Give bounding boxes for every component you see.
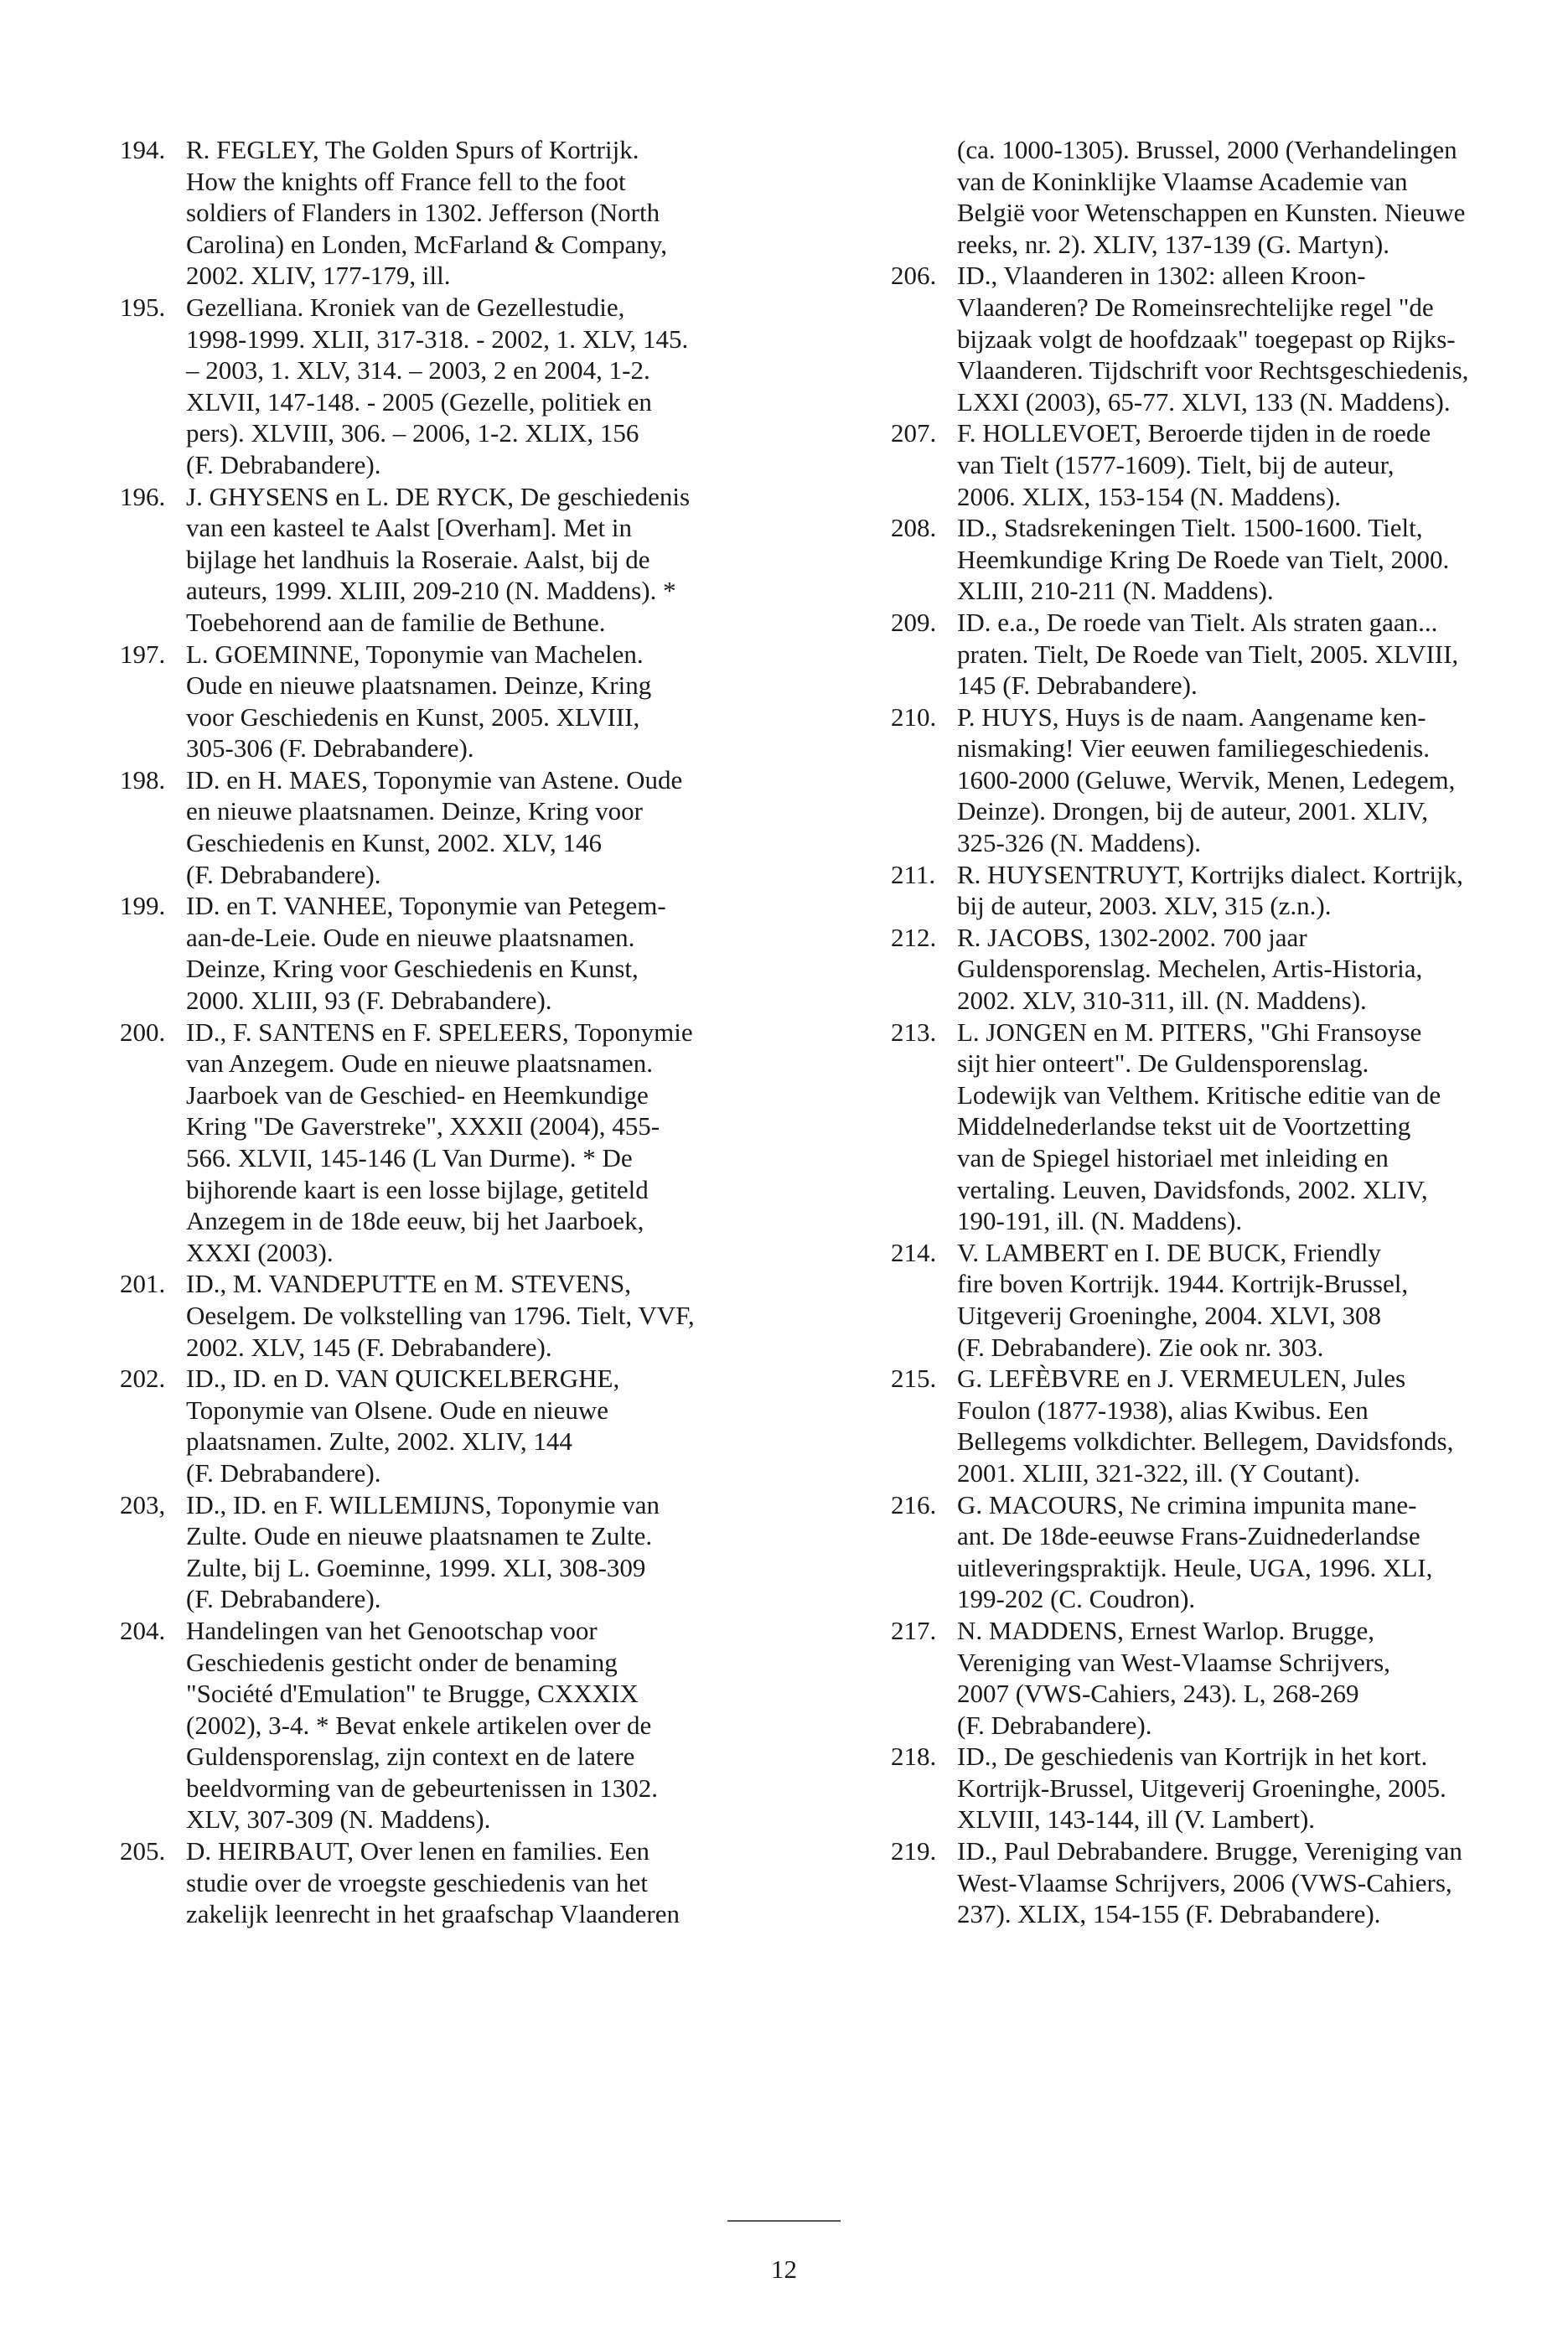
bibliography-entry-continued <box>891 134 1545 260</box>
entry-text: L. JONGEN en M. PITERS, "Ghi Fransoyse sijt hier onteert". De Guldensporenslag. Lodewijk van Velthem. Kritische editie van de Middelnederlandse tekst uit de Voortzetting van de Spiegel historiael met inleiding en vertaling. Leuven, Davidsfonds, 2002. XLIV, 190-191, ill. (N. Maddens). <box>957 1017 1441 1236</box>
left-column <box>120 134 774 1930</box>
bibliography-entry <box>120 1363 774 1488</box>
bibliography-entry <box>891 1017 1545 1237</box>
entry-number: 213. <box>891 1017 937 1047</box>
entry-text: ID., M. VANDEPUTTE en M. STEVENS, Oeselgem. De volkstelling van 1796. Tielt, VVF, 2002. XLV, 145 (F. Debrabandere). <box>186 1269 695 1362</box>
entry-text: ID., F. SANTENS en F. SPELEERS, Toponymie van Anzegem. Oude en nieuwe plaatsnamen. Jaarboek van de Geschied- en Heemkundige Kring "De Gaverstreke", XXXII (2004), 455- 566. XLVII, 145-146 (L Van Durme). * De bijhorende kaart is een losse bijlage, getiteld Anzegem in de 18de eeuw, bij het Jaarboek, XXXI (2003). <box>186 1017 693 1267</box>
entry-number: 198. <box>120 764 166 795</box>
bibliography-entry <box>891 859 1545 922</box>
entry-text: L. GOEMINNE, Toponymie van Machelen. Oude en nieuwe plaatsnamen. Deinze, Kring voor Geschiedenis en Kunst, 2005. XLVIII, 305-306 (F. Debrabandere). <box>186 639 652 763</box>
bibliography-entry <box>891 1835 1545 1930</box>
entry-number: 209. <box>891 607 937 637</box>
entry-text: ID. en H. MAES, Toponymie van Astene. Oude en nieuwe plaatsnamen. Deinze, Kring voor Geschiedenis en Kunst, 2002. XLV, 146 (F. Debrabandere). <box>186 764 683 889</box>
bibliography-entry <box>891 512 1545 607</box>
footer-rule <box>727 2220 841 2222</box>
bibliography-entry <box>120 1017 774 1269</box>
entry-number: 218. <box>891 1742 937 1772</box>
bibliography-entry <box>120 764 774 890</box>
entry-text: ID., Stadsrekeningen Tielt. 1500-1600. Tielt, Heemkundige Kring De Roede van Tielt, 2000. XLIII, 210-211 (N. Maddens). <box>957 513 1450 606</box>
entry-number: 215. <box>891 1364 937 1394</box>
entry-number: 216. <box>891 1489 937 1519</box>
entry-text: G. LEFÈBVRE en J. VERMEULEN, Jules Foulon (1877-1938), alias Kwibus. Een Bellegems volkdichter. Bellegem, Davidsfonds, 2001. XLIII, 321-322, ill. (Y Coutant). <box>957 1364 1454 1488</box>
entry-text: F. HOLLEVOET, Beroerde tijden in de roede van Tielt (1577-1609). Tielt, bij de auteur, 2006. XLIX, 153-154 (N. Maddens). <box>957 418 1431 511</box>
bibliography-entry <box>891 1237 1545 1363</box>
page-number: 12 <box>771 2254 797 2284</box>
bibliography-entry <box>120 1615 774 1835</box>
bibliography-entry <box>120 890 774 1016</box>
entry-text: ID. en T. VANHEE, Toponymie van Petegem- aan-de-Leie. Oude en nieuwe plaatsnamen. Deinze, Kring voor Geschiedenis en Kunst, 2000. XLIII, 93 (F. Debrabandere). <box>186 891 666 1016</box>
entry-text: ID., Paul Debrabandere. Brugge, Vereniging van West-Vlaamse Schrijvers, 2006 (VWS-Cahiers, 237). XLIX, 154-155 (F. Debrabandere). <box>957 1836 1462 1929</box>
entry-text: J. GHYSENS en L. DE RYCK, De geschiedenis van een kasteel te Aalst [Overham]. Met in bijlage het landhuis la Roseraie. Aalst, bij de auteurs, 1999. XLIII, 209-210 (N. Maddens). * Toebehorend aan de familie de Bethune. <box>186 481 691 637</box>
entry-number: 211. <box>891 859 936 889</box>
bibliography-entry <box>891 1615 1545 1741</box>
entry-number: 208. <box>891 513 937 543</box>
entry-text: Gezelliana. Kroniek van de Gezellestudie, 1998-1999. XLII, 317-318. - 2002, 1. XLV, 145. – 2003, 1. XLV, 314. – 2003, 2 en 2004, 1-2. XLVII, 147-148. - 2005 (Gezelle, politiek en pers). XLVIII, 306. – 2006, 1-2. XLIX, 156 (F. Debrabandere). <box>186 292 689 479</box>
entry-number: 214. <box>891 1237 937 1267</box>
entry-text: ID., De geschiedenis van Kortrijk in het kort. Kortrijk-Brussel, Uitgeverij Groeninghe, 2005. XLVIII, 143-144, ill (V. Lambert). <box>957 1742 1446 1835</box>
bibliography-entry <box>891 417 1545 512</box>
entry-number: 195. <box>120 292 166 322</box>
bibliography-entry <box>891 607 1545 701</box>
entry-text: ID., Vlaanderen in 1302: alleen Kroon- Vlaanderen? De Romeinsrechtelijke regel "de bijzaak volgt de hoofdzaak" toegepast op Rijks- Vlaanderen. Tijdschrift voor Rechtsgeschiedenis, LXXI (2003), 65-77. XLVI, 133 (N. Maddens). <box>957 261 1469 417</box>
entry-number: 199. <box>120 891 166 921</box>
entry-number: 202. <box>120 1364 166 1394</box>
entry-number: 200. <box>120 1017 166 1047</box>
entry-text: D. HEIRBAUT, Over lenen en families. Een studie over de vroegste geschiedenis van het zakelijk leenrecht in het graafschap Vlaanderen <box>186 1836 680 1929</box>
entry-number: 210. <box>891 701 937 732</box>
bibliography-entry <box>120 1489 774 1615</box>
bibliography-entry <box>120 134 774 292</box>
entry-number: 197. <box>120 639 166 669</box>
bibliography-entry <box>120 292 774 481</box>
right-column <box>891 134 1545 1930</box>
entry-number: 219. <box>891 1836 937 1866</box>
bibliography-entry <box>891 701 1545 859</box>
entry-text: ID., ID. en F. WILLEMIJNS, Toponymie van Zulte. Oude en nieuwe plaatsnamen te Zulte. Zulte, bij L. Goeminne, 1999. XLI, 308-309 (F. Debrabandere). <box>186 1489 660 1614</box>
entry-number: 212. <box>891 922 937 952</box>
entry-text: R. FEGLEY, The Golden Spurs of Kortrijk. How the knights off France fell to the foot soldiers of Flanders in 1302. Jefferson (North Carolina) en Londen, McFarland & Company, 2002. XLIV, 177-179, ill. <box>186 135 667 291</box>
entry-text: ID., ID. en D. VAN QUICKELBERGHE, Toponymie van Olsene. Oude en nieuwe plaatsnamen. Zulte, 2002. XLIV, 144 (F. Debrabandere). <box>186 1364 620 1488</box>
entry-text: Handelingen van het Genootschap voor Geschiedenis gesticht onder de benaming "Société d'Emulation" te Brugge, CXXXIX (2002), 3-4. * Bevat enkele artikelen over de Guldensporenslag, zijn context en de latere beeldvorming van de gebeurtenissen in 1302. XLV, 307-309 (N. Maddens). <box>186 1615 659 1835</box>
entry-text: R. JACOBS, 1302-2002. 700 jaar Guldensporenslag. Mechelen, Artis-Historia, 2002. XLV, 310-311, ill. (N. Maddens). <box>957 922 1423 1016</box>
bibliography-entry <box>120 1268 774 1363</box>
bibliography-entry <box>120 1835 774 1930</box>
entry-number: 204. <box>120 1615 166 1645</box>
entry-number: 194. <box>120 135 166 164</box>
entry-text: R. HUYSENTRUYT, Kortrijks dialect. Kortrijk, bij de auteur, 2003. XLV, 315 (z.n.). <box>957 859 1463 921</box>
entry-number: 217. <box>891 1615 937 1645</box>
bibliography-entry <box>891 1363 1545 1488</box>
entry-number: 201. <box>120 1269 166 1299</box>
bibliography-entry <box>891 1489 1545 1615</box>
entry-text: N. MADDENS, Ernest Warlop. Brugge, Vereniging van West-Vlaamse Schrijvers, 2007 (VWS-Cahiers, 243). L, 268-269 (F. Debrabandere). <box>957 1615 1390 1740</box>
entry-text: V. LAMBERT en I. DE BUCK, Friendly fire boven Kortrijk. 1944. Kortrijk-Brussel, Uitgeverij Groeninghe, 2004. XLVI, 308 (F. Debrabandere). Zie ook nr. 303. <box>957 1237 1409 1362</box>
bibliography-entry <box>891 1741 1545 1835</box>
entry-text: P. HUYS, Huys is de naam. Aangename ken- nismaking! Vier eeuwen familiegeschiedenis. 1600-2000 (Geluwe, Wervik, Menen, Ledegem, Deinze). Drongen, bij de auteur, 2001. XLIV, 325-326 (N. Maddens). <box>957 701 1456 858</box>
entry-text: G. MACOURS, Ne crimina impunita mane- ant. De 18de-eeuwse Frans-Zuidnederlandse uitleveringspraktijk. Heule, UGA, 1996. XLI, 199-202 (C. Coudron). <box>957 1489 1433 1614</box>
entry-number: 205. <box>120 1836 166 1866</box>
bibliography-entry <box>120 639 774 764</box>
bibliography-entry <box>891 260 1545 417</box>
entry-text: ID. e.a., De roede van Tielt. Als straten gaan... praten. Tielt, De Roede van Tielt, 2005. XLVIII, 145 (F. Debrabandere). <box>957 607 1459 701</box>
entry-number: 207. <box>891 418 937 448</box>
bibliography-entry <box>120 481 774 639</box>
entry-number: 196. <box>120 481 166 511</box>
entry-number: 206. <box>891 261 937 291</box>
entry-number: 203, <box>120 1489 166 1519</box>
entry-text: (ca. 1000-1305). Brussel, 2000 (Verhandelingen van de Koninklijke Vlaamse Academie van België voor Wetenschappen en Kunsten. Nieuwe reeks, nr. 2). XLIV, 137-139 (G. Martyn). <box>957 135 1466 259</box>
bibliography-entry <box>891 922 1545 1017</box>
